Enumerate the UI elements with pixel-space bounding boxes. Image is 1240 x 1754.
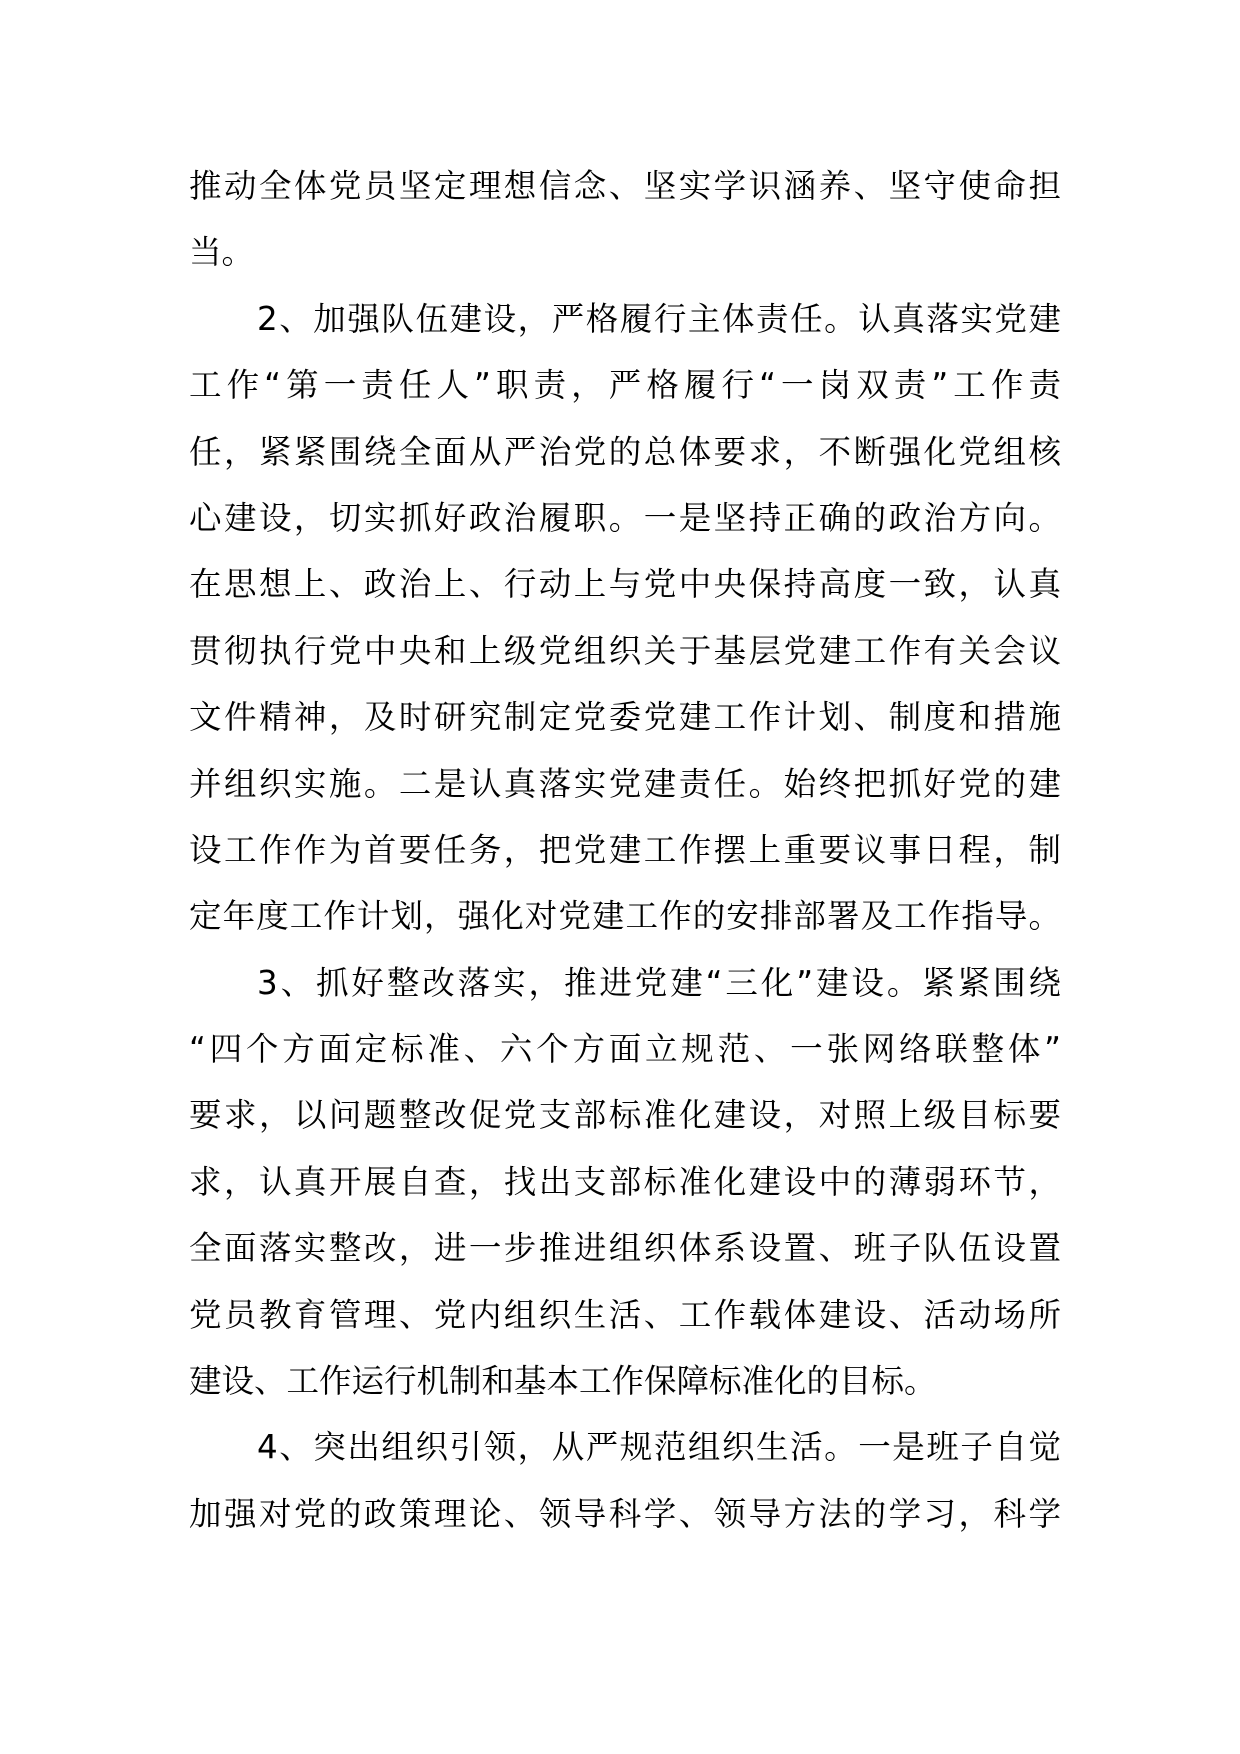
text-line: 全面落实整改，进一步推进组织体系设置、班子队伍设置	[189, 1229, 1061, 1268]
paragraph-start-line: 4、突出组织引领，从严规范组织生活。一是班子自觉	[257, 1428, 1061, 1467]
text-line: 贯彻执行党中央和上级党组织关于基层党建工作有关会议	[189, 631, 1061, 670]
text-line: 任，紧紧围绕全面从严治党的总体要求，不断强化党组核	[189, 432, 1061, 471]
text-line: 并组织实施。二是认真落实党建责任。始终把抓好党的建	[189, 764, 1061, 803]
text-line: 定年度工作计划，强化对党建工作的安排部署及工作指导。	[189, 897, 1061, 936]
text-line: 党员教育管理、党内组织生活、工作载体建设、活动场所	[189, 1295, 1061, 1334]
text-line: 文件精神，及时研究制定党委党建工作计划、制度和措施	[189, 698, 1061, 737]
text-line: 求，认真开展自查，找出支部标准化建设中的薄弱环节，	[189, 1162, 1061, 1201]
text-line: 心建设，切实抓好政治履职。一是坚持正确的政治方向。	[189, 498, 1061, 537]
paragraph-start-line: 3、抓好整改落实，推进党建“三化”建设。紧紧围绕	[257, 963, 1061, 1002]
paragraph-start-line: 2、加强队伍建设，严格履行主体责任。认真落实党建	[257, 299, 1061, 338]
text-line: 当。	[189, 233, 255, 272]
text-line: 要求，以问题整改促党支部标准化建设，对照上级目标要	[189, 1096, 1061, 1135]
body-text	[189, 153, 1061, 1547]
text-line: 在思想上、政治上、行动上与党中央保持高度一致，认真	[189, 565, 1061, 604]
text-line: 加强对党的政策理论、领导科学、领导方法的学习，科学	[189, 1494, 1061, 1533]
text-line: 推动全体党员坚定理想信念、坚实学识涵养、坚守使命担	[189, 167, 1061, 205]
text-line: 建设、工作运行机制和基本工作保障标准化的目标。	[189, 1362, 937, 1401]
text-line: “四个方面定标准、六个方面立规范、一张网络联整体”	[189, 1030, 1061, 1069]
text-line: 设工作作为首要任务，把党建工作摆上重要议事日程，制	[189, 830, 1061, 869]
text-line: 工作“第一责任人”职责，严格履行“一岗双责”工作责	[189, 366, 1061, 405]
